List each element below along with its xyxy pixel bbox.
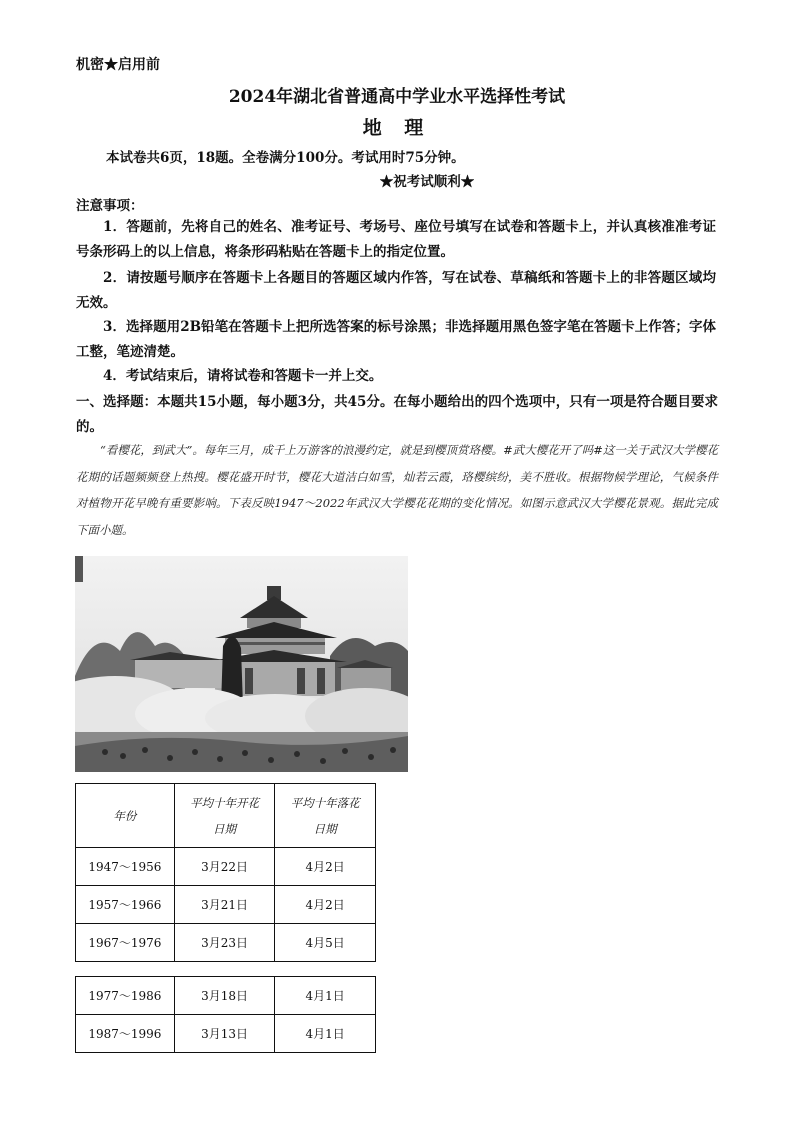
table-header-row	[76, 784, 376, 848]
cherry-blossom-photo	[75, 556, 408, 772]
header-bloom-line2: 日期	[213, 821, 237, 836]
cell-bloom: 3月23日	[174, 924, 275, 962]
header-fall-line1: 平均十年落花	[290, 795, 360, 810]
good-luck-line: ★祝考试顺利★	[379, 174, 475, 190]
section-heading: 一、选择题：本题共15小题，每小题3分，共45分。在每小题给出的四个选项中，只有一项是符合题目要求的。	[76, 394, 718, 435]
cell-year: 1987～1996	[76, 1015, 175, 1053]
cell-bloom: 3月18日	[174, 977, 275, 1015]
bloom-dates-table	[75, 783, 376, 962]
table-row	[76, 1015, 376, 1053]
exam-title: 2024年湖北省普通高中学业水平选择性考试	[228, 87, 566, 107]
table-row	[76, 886, 376, 924]
notice-item-4: 4．考试结束后，请将试卷和答题卡一并上交。	[103, 368, 383, 384]
table-row	[76, 848, 376, 886]
notice-heading: 注意事项：	[76, 198, 144, 214]
header-bloom-date	[174, 784, 275, 848]
cell-year: 1957～1966	[76, 886, 175, 924]
exam-info: 本试卷共6页，18题。全卷满分100分。考试用时75分钟。	[106, 150, 465, 166]
cell-fall: 4月5日	[275, 924, 376, 962]
header-year: 年份	[76, 784, 175, 848]
reading-passage: “看樱花，到武大”。每年三月，成千上万游客的浪漫约定，就是到樱顶赏珞樱。#武大樱花开了吗#这一关于武汉大学樱花花期的话题频频登上热搜。樱花盛开时节，樱花大道洁白如雪，灿若云霞，珞樱缤纷，美不胜收。根据物候学理论，气候条件对植物开花早晚有重要影响。下表反映1947～2022年武汉大学樱花花期的变化情况。如图示意武汉大学樱花景观。据此完成下面小题。	[76, 443, 718, 537]
bloom-dates-table-continued	[75, 976, 376, 1053]
header-fall-line2: 日期	[313, 821, 337, 836]
table-row	[76, 924, 376, 962]
cell-bloom: 3月22日	[174, 848, 275, 886]
confidential-label: 机密★启用前	[76, 57, 160, 73]
subject-title: 地 理	[362, 117, 432, 139]
header-bloom-line1: 平均十年开花	[190, 795, 260, 810]
notice-item-2: 2．请按题号顺序在答题卡上各题目的答题区域内作答，写在试卷、草稿纸和答题卡上的非答题区域均无效。	[76, 270, 716, 311]
table-row	[76, 977, 376, 1015]
notice-item-3: 3．选择题用2B铅笔在答题卡上把所选答案的标号涂黑；非选择题用黑色签字笔在答题卡上作答；字体工整，笔迹清楚。	[76, 319, 716, 360]
cell-fall: 4月1日	[275, 1015, 376, 1053]
cell-fall: 4月2日	[275, 886, 376, 924]
notice-item-1: 1．答题前，先将自己的姓名、准考证号、考场号、座位号填写在试卷和答题卡上，并认真核准准考证号条形码上的以上信息，将条形码粘贴在答题卡上的指定位置。	[76, 219, 716, 260]
cell-year: 1967～1976	[76, 924, 175, 962]
cell-fall: 4月2日	[275, 848, 376, 886]
cell-bloom: 3月21日	[174, 886, 275, 924]
cell-year: 1977～1986	[76, 977, 175, 1015]
cell-bloom: 3月13日	[174, 1015, 275, 1053]
cell-year: 1947～1956	[76, 848, 175, 886]
cell-fall: 4月1日	[275, 977, 376, 1015]
header-fall-date	[275, 784, 376, 848]
